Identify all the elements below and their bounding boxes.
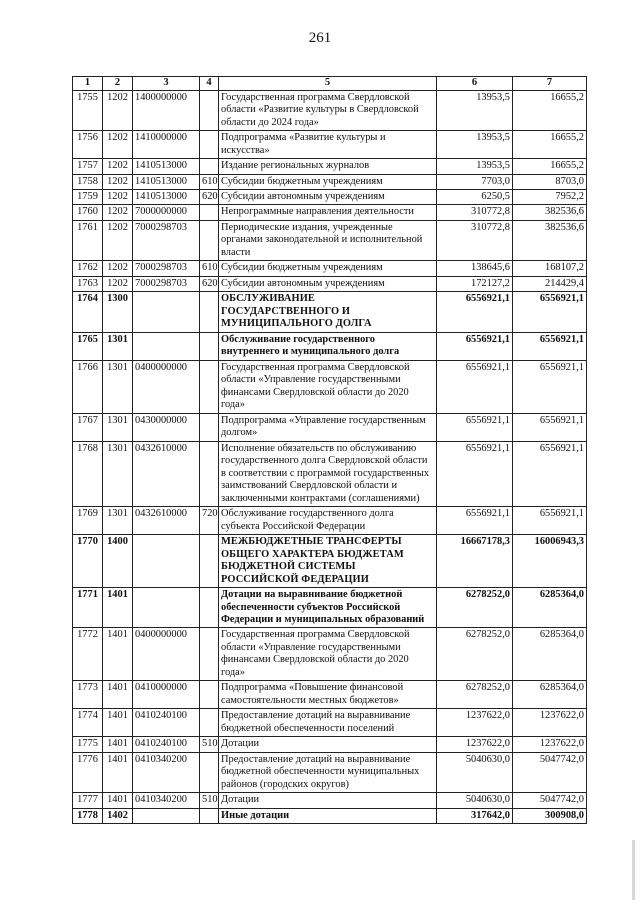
expense-type-code <box>200 159 219 174</box>
item-name: Субсидии бюджетным учреждениям <box>219 261 437 276</box>
item-name: Подпрограмма «Развитие культуры и искусства» <box>219 131 437 159</box>
expense-type-code <box>200 709 219 737</box>
amount-year-1: 1237622,0 <box>437 737 513 752</box>
amount-year-1: 6556921,1 <box>437 507 513 535</box>
target-article-code: 0410240100 <box>133 709 200 737</box>
target-article-code <box>133 588 200 628</box>
amount-year-2: 6285364,0 <box>513 628 587 681</box>
expense-type-code <box>200 413 219 441</box>
section-code: 1401 <box>103 588 133 628</box>
target-article-code: 0410340200 <box>133 793 200 808</box>
amount-year-1: 7703,0 <box>437 174 513 189</box>
expense-type-code <box>200 808 219 823</box>
row-number: 1761 <box>73 220 103 260</box>
amount-year-1: 138645,6 <box>437 261 513 276</box>
section-code: 1202 <box>103 131 133 159</box>
expense-type-code <box>200 628 219 681</box>
amount-year-2: 6556921,1 <box>513 292 587 332</box>
amount-year-2: 6285364,0 <box>513 588 587 628</box>
amount-year-2: 300908,0 <box>513 808 587 823</box>
expense-type-code <box>200 205 219 220</box>
header-col-7: 7 <box>513 77 587 91</box>
section-code: 1301 <box>103 413 133 441</box>
table-row <box>73 174 587 189</box>
table-row <box>73 360 587 413</box>
budget-table <box>72 76 587 824</box>
expense-type-code: 610 <box>200 174 219 189</box>
row-number: 1760 <box>73 205 103 220</box>
amount-year-2: 16655,2 <box>513 159 587 174</box>
target-article-code: 0430000000 <box>133 413 200 441</box>
amount-year-1: 13953,5 <box>437 159 513 174</box>
table-row <box>73 159 587 174</box>
amount-year-1: 6278252,0 <box>437 628 513 681</box>
header-col-3: 3 <box>133 77 200 91</box>
item-name: Обслуживание государственного долга субъекта Российской Федерации <box>219 507 437 535</box>
item-name: Подпрограмма «Управление государственным долгом» <box>219 413 437 441</box>
item-name: Государственная программа Свердловской области «Развитие культуры в Свердловской области до 2024 года» <box>219 90 437 130</box>
table-row <box>73 332 587 360</box>
row-number: 1772 <box>73 628 103 681</box>
item-name: Субсидии автономным учреждениям <box>219 189 437 204</box>
target-article-code <box>133 332 200 360</box>
section-code: 1401 <box>103 709 133 737</box>
target-article-code <box>133 808 200 823</box>
item-name: Государственная программа Свердловской области «Управление государственными финансами Свердловской области до 2020 года» <box>219 628 437 681</box>
row-number: 1773 <box>73 681 103 709</box>
amount-year-1: 6278252,0 <box>437 588 513 628</box>
header-col-2: 2 <box>103 77 133 91</box>
item-name: Субсидии автономным учреждениям <box>219 276 437 291</box>
table-row <box>73 752 587 792</box>
expense-type-code: 510 <box>200 793 219 808</box>
row-number: 1768 <box>73 441 103 506</box>
amount-year-1: 5040630,0 <box>437 793 513 808</box>
table-row <box>73 189 587 204</box>
item-name: Периодические издания, учрежденные органами законодательной и исполнительной власти <box>219 220 437 260</box>
section-code: 1301 <box>103 332 133 360</box>
amount-year-2: 5047742,0 <box>513 793 587 808</box>
row-number: 1770 <box>73 535 103 588</box>
amount-year-1: 6278252,0 <box>437 681 513 709</box>
expense-type-code <box>200 441 219 506</box>
amount-year-1: 310772,8 <box>437 205 513 220</box>
amount-year-2: 214429,4 <box>513 276 587 291</box>
amount-year-2: 7952,2 <box>513 189 587 204</box>
amount-year-2: 382536,6 <box>513 205 587 220</box>
item-name: Предоставление дотаций на выравнивание бюджетной обеспеченности поселений <box>219 709 437 737</box>
target-article-code: 7000000000 <box>133 205 200 220</box>
amount-year-2: 6556921,1 <box>513 360 587 413</box>
amount-year-1: 13953,5 <box>437 131 513 159</box>
section-code: 1202 <box>103 159 133 174</box>
expense-type-code: 510 <box>200 737 219 752</box>
amount-year-1: 6556921,1 <box>437 441 513 506</box>
target-article-code: 1400000000 <box>133 90 200 130</box>
target-article-code: 0400000000 <box>133 628 200 681</box>
amount-year-2: 16006943,3 <box>513 535 587 588</box>
table-row <box>73 90 587 130</box>
amount-year-2: 16655,2 <box>513 90 587 130</box>
amount-year-2: 6285364,0 <box>513 681 587 709</box>
section-code: 1401 <box>103 793 133 808</box>
target-article-code: 1410000000 <box>133 131 200 159</box>
section-code: 1402 <box>103 808 133 823</box>
target-article-code: 0432610000 <box>133 507 200 535</box>
row-number: 1766 <box>73 360 103 413</box>
header-col-5: 5 <box>219 77 437 91</box>
row-number: 1778 <box>73 808 103 823</box>
target-article-code: 0432610000 <box>133 441 200 506</box>
section-code: 1301 <box>103 360 133 413</box>
table-row <box>73 588 587 628</box>
amount-year-1: 6556921,1 <box>437 332 513 360</box>
amount-year-1: 172127,2 <box>437 276 513 291</box>
item-name: Предоставление дотаций на выравнивание бюджетной обеспеченности муниципальных районов (городских округов) <box>219 752 437 792</box>
amount-year-2: 382536,6 <box>513 220 587 260</box>
target-article-code: 1410513000 <box>133 159 200 174</box>
amount-year-2: 8703,0 <box>513 174 587 189</box>
table-row <box>73 737 587 752</box>
item-name: Издание региональных журналов <box>219 159 437 174</box>
expense-type-code: 720 <box>200 507 219 535</box>
amount-year-2: 6556921,1 <box>513 507 587 535</box>
table-row <box>73 793 587 808</box>
expense-type-code <box>200 131 219 159</box>
table-row <box>73 507 587 535</box>
table-row <box>73 131 587 159</box>
section-code: 1401 <box>103 752 133 792</box>
row-number: 1771 <box>73 588 103 628</box>
table-row <box>73 261 587 276</box>
target-article-code <box>133 535 200 588</box>
row-number: 1774 <box>73 709 103 737</box>
target-article-code: 1410513000 <box>133 189 200 204</box>
target-article-code: 1410513000 <box>133 174 200 189</box>
section-code: 1202 <box>103 174 133 189</box>
item-name: Субсидии бюджетным учреждениям <box>219 174 437 189</box>
section-code: 1202 <box>103 90 133 130</box>
amount-year-2: 16655,2 <box>513 131 587 159</box>
amount-year-1: 6250,5 <box>437 189 513 204</box>
row-number: 1775 <box>73 737 103 752</box>
expense-type-code <box>200 360 219 413</box>
item-name: Государственная программа Свердловской области «Управление государственными финансами Свердловской области до 2020 года» <box>219 360 437 413</box>
item-name: Иные дотации <box>219 808 437 823</box>
target-article-code <box>133 292 200 332</box>
row-number: 1762 <box>73 261 103 276</box>
expense-type-code <box>200 90 219 130</box>
target-article-code: 0400000000 <box>133 360 200 413</box>
section-code: 1202 <box>103 189 133 204</box>
section-code: 1202 <box>103 261 133 276</box>
item-name: Исполнение обязательств по обслуживанию государственного долга Свердловской области в соответствии с программой государственных заимствований Свердловской области и заключенными контрактами (соглашениями) <box>219 441 437 506</box>
amount-year-1: 6556921,1 <box>437 292 513 332</box>
row-number: 1759 <box>73 189 103 204</box>
section-code: 1300 <box>103 292 133 332</box>
row-number: 1777 <box>73 793 103 808</box>
expense-type-code: 620 <box>200 276 219 291</box>
item-name: ОБСЛУЖИВАНИЕ ГОСУДАРСТВЕННОГО И МУНИЦИПАЛЬНОГО ДОЛГА <box>219 292 437 332</box>
amount-year-1: 6556921,1 <box>437 413 513 441</box>
amount-year-1: 13953,5 <box>437 90 513 130</box>
target-article-code: 7000298703 <box>133 261 200 276</box>
expense-type-code <box>200 332 219 360</box>
amount-year-2: 5047742,0 <box>513 752 587 792</box>
amount-year-2: 1237622,0 <box>513 737 587 752</box>
row-number: 1776 <box>73 752 103 792</box>
amount-year-2: 168107,2 <box>513 261 587 276</box>
table-row <box>73 535 587 588</box>
row-number: 1758 <box>73 174 103 189</box>
amount-year-1: 317642,0 <box>437 808 513 823</box>
amount-year-1: 310772,8 <box>437 220 513 260</box>
table-row <box>73 808 587 823</box>
target-article-code: 0410340200 <box>133 752 200 792</box>
amount-year-2: 6556921,1 <box>513 332 587 360</box>
target-article-code: 0410000000 <box>133 681 200 709</box>
table-row <box>73 276 587 291</box>
target-article-code: 0410240100 <box>133 737 200 752</box>
amount-year-1: 16667178,3 <box>437 535 513 588</box>
expense-type-code <box>200 681 219 709</box>
table-body <box>73 90 587 824</box>
section-code: 1202 <box>103 220 133 260</box>
item-name: Обслуживание государственного внутреннего и муниципального долга <box>219 332 437 360</box>
header-col-4: 4 <box>200 77 219 91</box>
row-number: 1767 <box>73 413 103 441</box>
scan-edge <box>632 840 635 900</box>
page-number: 261 <box>308 30 332 46</box>
expense-type-code <box>200 220 219 260</box>
item-name: Дотации <box>219 737 437 752</box>
expense-type-code: 610 <box>200 261 219 276</box>
section-code: 1202 <box>103 205 133 220</box>
table-row <box>73 628 587 681</box>
table-row <box>73 441 587 506</box>
section-code: 1301 <box>103 507 133 535</box>
amount-year-2: 1237622,0 <box>513 709 587 737</box>
target-article-code: 7000298703 <box>133 220 200 260</box>
item-name: Подпрограмма «Повышение финансовой самостоятельности местных бюджетов» <box>219 681 437 709</box>
row-number: 1764 <box>73 292 103 332</box>
section-code: 1401 <box>103 737 133 752</box>
section-code: 1401 <box>103 681 133 709</box>
header-row <box>73 77 587 91</box>
item-name: Дотации на выравнивание бюджетной обеспеченности субъектов Российской Федерации и муниципальных образований <box>219 588 437 628</box>
section-code: 1301 <box>103 441 133 506</box>
expense-type-code <box>200 588 219 628</box>
row-number: 1769 <box>73 507 103 535</box>
item-name: Дотации <box>219 793 437 808</box>
header-col-1: 1 <box>73 77 103 91</box>
row-number: 1755 <box>73 90 103 130</box>
target-article-code: 7000298703 <box>133 276 200 291</box>
row-number: 1756 <box>73 131 103 159</box>
section-code: 1400 <box>103 535 133 588</box>
header-col-6: 6 <box>437 77 513 91</box>
amount-year-1: 1237622,0 <box>437 709 513 737</box>
amount-year-1: 5040630,0 <box>437 752 513 792</box>
row-number: 1765 <box>73 332 103 360</box>
expense-type-code <box>200 292 219 332</box>
section-code: 1202 <box>103 276 133 291</box>
item-name: МЕЖБЮДЖЕТНЫЕ ТРАНСФЕРТЫ ОБЩЕГО ХАРАКТЕРА БЮДЖЕТАМ БЮДЖЕТНОЙ СИСТЕМЫ РОССИЙСКОЙ ФЕДЕРАЦИИ <box>219 535 437 588</box>
expense-type-code <box>200 535 219 588</box>
section-code: 1401 <box>103 628 133 681</box>
amount-year-2: 6556921,1 <box>513 413 587 441</box>
expense-type-code <box>200 752 219 792</box>
expense-type-code: 620 <box>200 189 219 204</box>
amount-year-1: 6556921,1 <box>437 360 513 413</box>
table-row <box>73 220 587 260</box>
table-row <box>73 205 587 220</box>
amount-year-2: 6556921,1 <box>513 441 587 506</box>
row-number: 1763 <box>73 276 103 291</box>
table-row <box>73 413 587 441</box>
row-number: 1757 <box>73 159 103 174</box>
table-row <box>73 709 587 737</box>
table-row <box>73 681 587 709</box>
table-row <box>73 292 587 332</box>
item-name: Непрограммные направления деятельности <box>219 205 437 220</box>
